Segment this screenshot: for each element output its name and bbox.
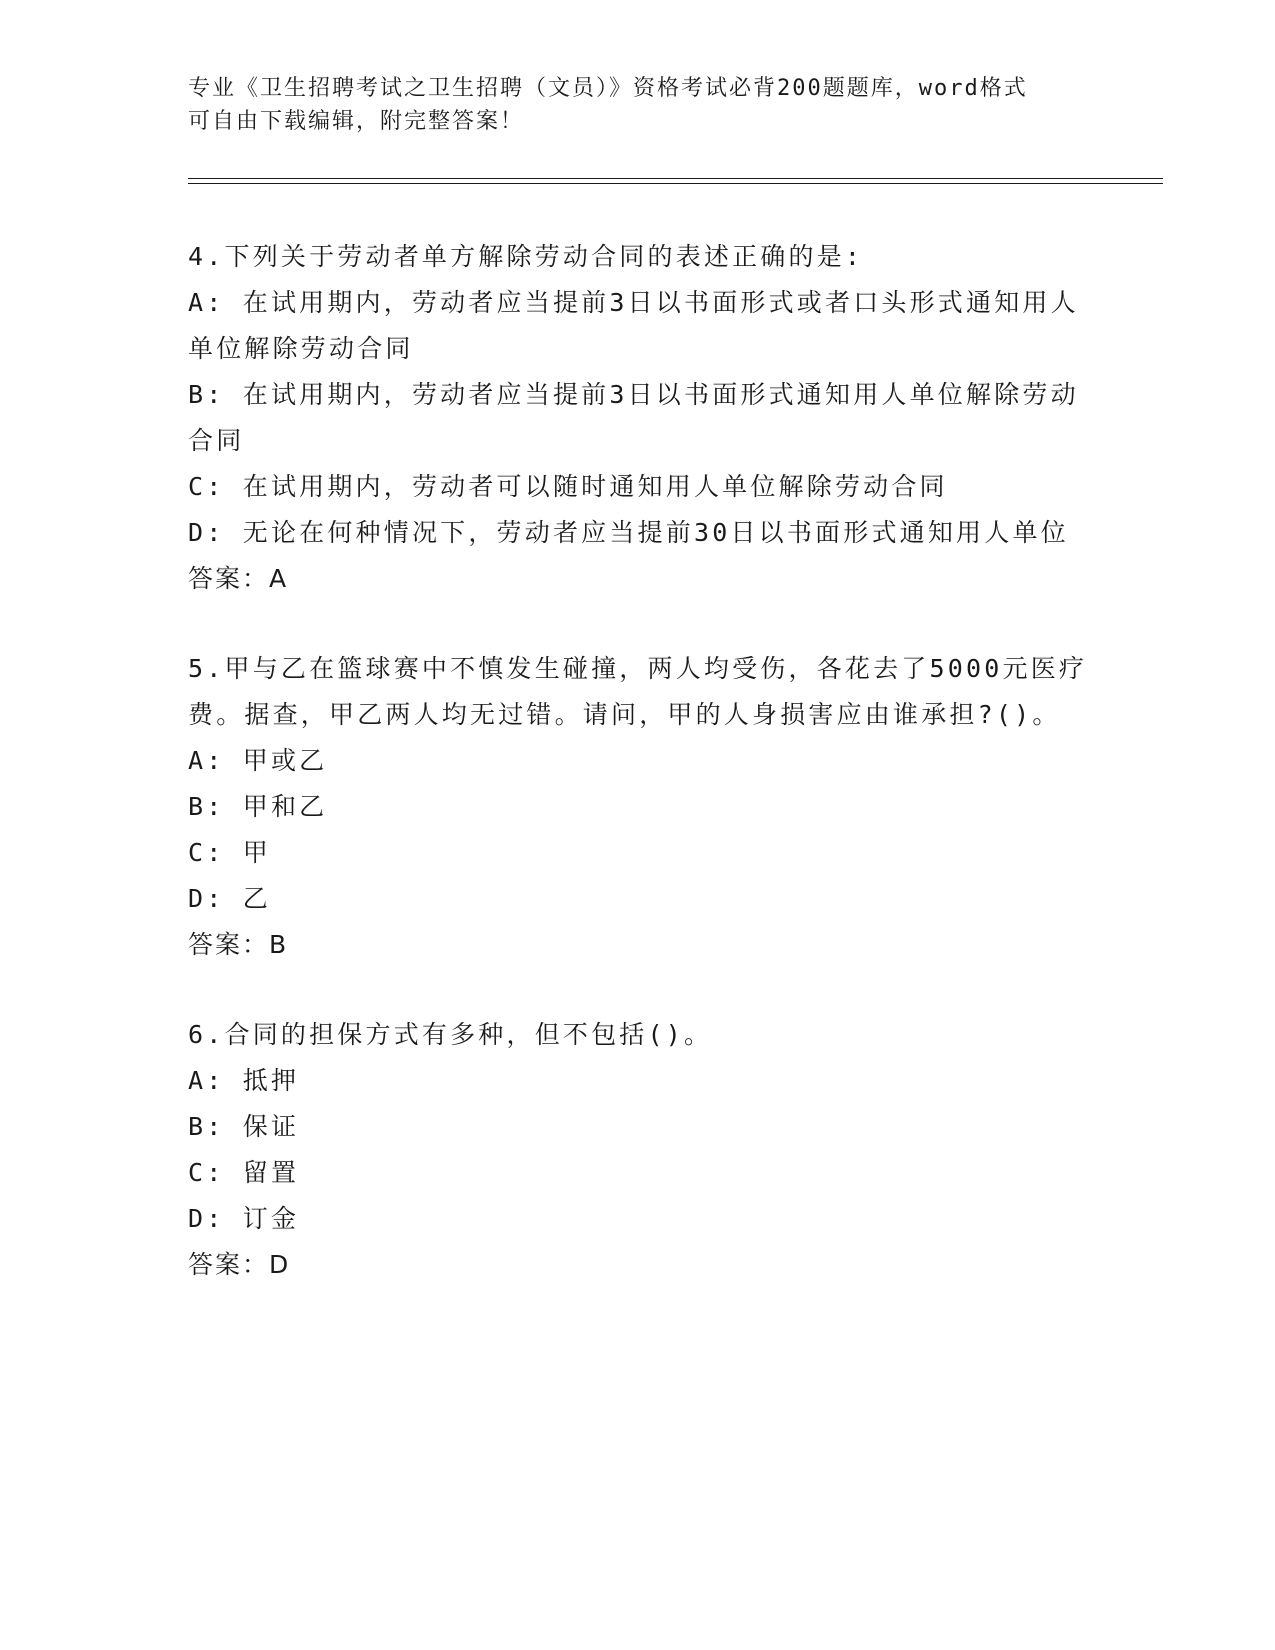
answer-text: 答案：A bbox=[188, 564, 289, 593]
option-a: A: 抵押 bbox=[188, 1066, 300, 1095]
question-4 bbox=[188, 234, 1088, 602]
option-b: B: 保证 bbox=[188, 1112, 300, 1141]
option-c: C: 在试用期内，劳动者可以随时通知用人单位解除劳动合同 bbox=[188, 472, 948, 501]
question-list bbox=[188, 234, 1088, 1332]
question-6 bbox=[188, 1012, 1088, 1288]
header-line-2: 可自由下载编辑，附完整答案！ bbox=[188, 109, 525, 134]
question-5 bbox=[188, 646, 1088, 968]
option-b: B: 在试用期内，劳动者应当提前3日以书面形式通知用人单位解除劳动合同 bbox=[188, 380, 1079, 455]
question-stem: 4.下列关于劳动者单方解除劳动合同的表述正确的是: bbox=[188, 242, 864, 271]
option-b: B: 甲和乙 bbox=[188, 792, 328, 821]
header-line-1: 专业《卫生招聘考试之卫生招聘（文员）》资格考试必背200题题库，word格式 bbox=[188, 76, 1028, 101]
question-stem: 5.甲与乙在篮球赛中不慎发生碰撞，两人均受伤，各花去了5000元医疗费。据查，甲乙两人均无过错。请问，甲的人身损害应由谁承担?()。 bbox=[188, 654, 1088, 729]
option-c: C: 留置 bbox=[188, 1158, 300, 1187]
option-a: A: 甲或乙 bbox=[188, 746, 328, 775]
answer-text: 答案：B bbox=[188, 930, 289, 959]
document-header bbox=[188, 72, 1088, 138]
question-stem: 6.合同的担保方式有多种，但不包括()。 bbox=[188, 1020, 713, 1049]
option-d: D: 订金 bbox=[188, 1204, 300, 1233]
option-a: A: 在试用期内，劳动者应当提前3日以书面形式或者口头形式通知用人单位解除劳动合同 bbox=[188, 288, 1079, 363]
header-rule-bottom bbox=[188, 183, 1163, 184]
answer-text: 答案：D bbox=[188, 1250, 291, 1279]
option-d: D: 乙 bbox=[188, 884, 271, 913]
option-c: C: 甲 bbox=[188, 838, 271, 867]
header-rule-top bbox=[188, 178, 1163, 179]
option-d: D: 无论在何种情况下，劳动者应当提前30日以书面形式通知用人单位 bbox=[188, 518, 1069, 547]
